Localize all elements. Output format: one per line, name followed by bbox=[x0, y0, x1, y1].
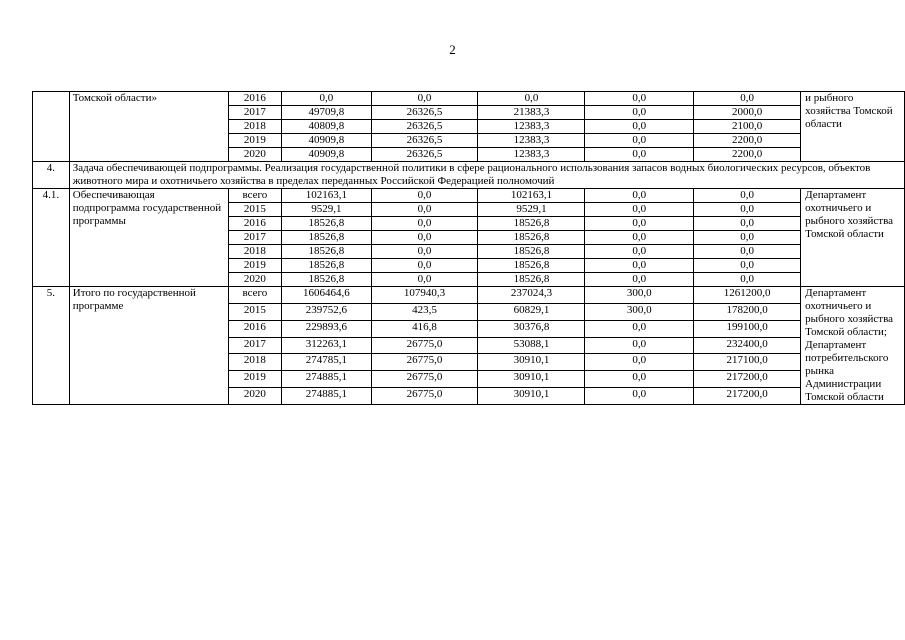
value-cell: 9529,1 bbox=[478, 203, 585, 217]
value-cell: 0,0 bbox=[585, 337, 694, 354]
value-cell: 53088,1 bbox=[478, 337, 585, 354]
value-cell: 0,0 bbox=[585, 134, 694, 148]
value-cell: 26775,0 bbox=[371, 371, 478, 388]
value-cell: 18526,8 bbox=[282, 217, 371, 231]
value-cell: 0,0 bbox=[585, 354, 694, 371]
value-cell: 416,8 bbox=[371, 320, 478, 337]
value-cell: 26775,0 bbox=[371, 354, 478, 371]
value-cell: 0,0 bbox=[371, 92, 478, 106]
value-cell: 0,0 bbox=[585, 231, 694, 245]
value-cell: 9529,1 bbox=[282, 203, 371, 217]
year-cell: 2017 bbox=[228, 231, 282, 245]
executor-cell: и рыбного хозяйства Томской области bbox=[801, 92, 905, 162]
value-cell: 274885,1 bbox=[282, 388, 371, 405]
row-number: 5. bbox=[33, 287, 70, 405]
value-cell: 102163,1 bbox=[282, 189, 371, 203]
value-cell: 2200,0 bbox=[694, 134, 801, 148]
value-cell: 0,0 bbox=[371, 203, 478, 217]
value-cell: 12383,3 bbox=[478, 120, 585, 134]
value-cell: 18526,8 bbox=[478, 245, 585, 259]
value-cell: 0,0 bbox=[694, 259, 801, 273]
table-row bbox=[33, 287, 905, 304]
value-cell: 0,0 bbox=[694, 92, 801, 106]
table-row bbox=[33, 92, 905, 106]
value-cell: 0,0 bbox=[585, 217, 694, 231]
value-cell: 0,0 bbox=[371, 259, 478, 273]
value-cell: 217100,0 bbox=[694, 354, 801, 371]
value-cell: 0,0 bbox=[585, 259, 694, 273]
row-number: 4.1. bbox=[33, 189, 70, 287]
row-number bbox=[33, 92, 70, 162]
value-cell: 21383,3 bbox=[478, 106, 585, 120]
page-number: 2 bbox=[449, 42, 456, 57]
value-cell: 12383,3 bbox=[478, 134, 585, 148]
year-cell: 2018 bbox=[228, 120, 282, 134]
value-cell: 274885,1 bbox=[282, 371, 371, 388]
value-cell: 0,0 bbox=[585, 388, 694, 405]
year-cell: 2019 bbox=[228, 259, 282, 273]
value-cell: 274785,1 bbox=[282, 354, 371, 371]
value-cell: 0,0 bbox=[478, 92, 585, 106]
year-cell: 2016 bbox=[228, 92, 282, 106]
value-cell: 239752,6 bbox=[282, 303, 371, 320]
value-cell: 26775,0 bbox=[371, 337, 478, 354]
value-cell: 40909,8 bbox=[282, 148, 371, 162]
value-cell: 0,0 bbox=[585, 245, 694, 259]
value-cell: 237024,3 bbox=[478, 287, 585, 304]
value-cell: 0,0 bbox=[694, 203, 801, 217]
year-cell: 2018 bbox=[228, 354, 282, 371]
value-cell: 0,0 bbox=[585, 371, 694, 388]
value-cell: 312263,1 bbox=[282, 337, 371, 354]
value-cell: 0,0 bbox=[694, 231, 801, 245]
value-cell: 0,0 bbox=[371, 231, 478, 245]
year-cell: 2020 bbox=[228, 273, 282, 287]
value-cell: 0,0 bbox=[371, 189, 478, 203]
value-cell: 2200,0 bbox=[694, 148, 801, 162]
row-name: Томской области» bbox=[69, 92, 228, 162]
value-cell: 0,0 bbox=[585, 92, 694, 106]
value-cell: 0,0 bbox=[585, 189, 694, 203]
value-cell: 0,0 bbox=[585, 106, 694, 120]
year-cell: всего bbox=[228, 287, 282, 304]
value-cell: 18526,8 bbox=[282, 273, 371, 287]
budget-table bbox=[32, 91, 905, 405]
task-row bbox=[33, 162, 905, 189]
value-cell: 12383,3 bbox=[478, 148, 585, 162]
value-cell: 18526,8 bbox=[478, 217, 585, 231]
value-cell: 26326,5 bbox=[371, 148, 478, 162]
year-cell: 2016 bbox=[228, 320, 282, 337]
value-cell: 107940,3 bbox=[371, 287, 478, 304]
value-cell: 0,0 bbox=[585, 120, 694, 134]
value-cell: 26326,5 bbox=[371, 134, 478, 148]
value-cell: 0,0 bbox=[585, 273, 694, 287]
value-cell: 0,0 bbox=[694, 273, 801, 287]
value-cell: 40909,8 bbox=[282, 134, 371, 148]
value-cell: 0,0 bbox=[371, 217, 478, 231]
year-cell: 2017 bbox=[228, 337, 282, 354]
value-cell: 30910,1 bbox=[478, 371, 585, 388]
value-cell: 2000,0 bbox=[694, 106, 801, 120]
task-number: 4. bbox=[33, 162, 70, 189]
value-cell: 18526,8 bbox=[478, 259, 585, 273]
year-cell: 2018 bbox=[228, 245, 282, 259]
value-cell: 30376,8 bbox=[478, 320, 585, 337]
value-cell: 0,0 bbox=[694, 245, 801, 259]
task-text: Задача обеспечивающей подпрограммы. Реализация государственной политики в сфере рационального использования запасов водных биологических ресурсов, объектов животного мира и охотничьего хозяйства в пределах переданных Российской Федерацией полномочий bbox=[69, 162, 904, 189]
value-cell: 423,5 bbox=[371, 303, 478, 320]
value-cell: 0,0 bbox=[585, 320, 694, 337]
year-cell: всего bbox=[228, 189, 282, 203]
value-cell: 18526,8 bbox=[282, 245, 371, 259]
year-cell: 2015 bbox=[228, 203, 282, 217]
value-cell: 1606464,6 bbox=[282, 287, 371, 304]
value-cell: 18526,8 bbox=[478, 273, 585, 287]
value-cell: 26326,5 bbox=[371, 106, 478, 120]
value-cell: 229893,6 bbox=[282, 320, 371, 337]
executor-cell: Департамент охотничьего и рыбного хозяйства Томской области; Департамент потребительского рынка Администрации Томской области bbox=[801, 287, 905, 405]
value-cell: 0,0 bbox=[585, 203, 694, 217]
value-cell: 18526,8 bbox=[478, 231, 585, 245]
value-cell: 0,0 bbox=[585, 148, 694, 162]
budget-table-body bbox=[33, 92, 905, 405]
value-cell: 217200,0 bbox=[694, 371, 801, 388]
year-cell: 2017 bbox=[228, 106, 282, 120]
value-cell: 0,0 bbox=[694, 189, 801, 203]
value-cell: 0,0 bbox=[694, 217, 801, 231]
value-cell: 2100,0 bbox=[694, 120, 801, 134]
value-cell: 102163,1 bbox=[478, 189, 585, 203]
value-cell: 49709,8 bbox=[282, 106, 371, 120]
executor-cell: Департамент охотничьего и рыбного хозяйства Томской области bbox=[801, 189, 905, 287]
value-cell: 0,0 bbox=[282, 92, 371, 106]
value-cell: 26326,5 bbox=[371, 120, 478, 134]
value-cell: 30910,1 bbox=[478, 354, 585, 371]
year-cell: 2015 bbox=[228, 303, 282, 320]
value-cell: 300,0 bbox=[585, 303, 694, 320]
value-cell: 18526,8 bbox=[282, 231, 371, 245]
value-cell: 217200,0 bbox=[694, 388, 801, 405]
year-cell: 2020 bbox=[228, 388, 282, 405]
year-cell: 2019 bbox=[228, 371, 282, 388]
year-cell: 2019 bbox=[228, 134, 282, 148]
value-cell: 1261200,0 bbox=[694, 287, 801, 304]
value-cell: 300,0 bbox=[585, 287, 694, 304]
value-cell: 0,0 bbox=[371, 245, 478, 259]
value-cell: 18526,8 bbox=[282, 259, 371, 273]
row-name: Итого по государственной программе bbox=[69, 287, 228, 405]
value-cell: 40809,8 bbox=[282, 120, 371, 134]
table-row bbox=[33, 189, 905, 203]
year-cell: 2020 bbox=[228, 148, 282, 162]
value-cell: 26775,0 bbox=[371, 388, 478, 405]
value-cell: 30910,1 bbox=[478, 388, 585, 405]
value-cell: 232400,0 bbox=[694, 337, 801, 354]
value-cell: 199100,0 bbox=[694, 320, 801, 337]
value-cell: 60829,1 bbox=[478, 303, 585, 320]
value-cell: 178200,0 bbox=[694, 303, 801, 320]
row-name: Обеспечивающая подпрограмма государственной программы bbox=[69, 189, 228, 287]
value-cell: 0,0 bbox=[371, 273, 478, 287]
year-cell: 2016 bbox=[228, 217, 282, 231]
